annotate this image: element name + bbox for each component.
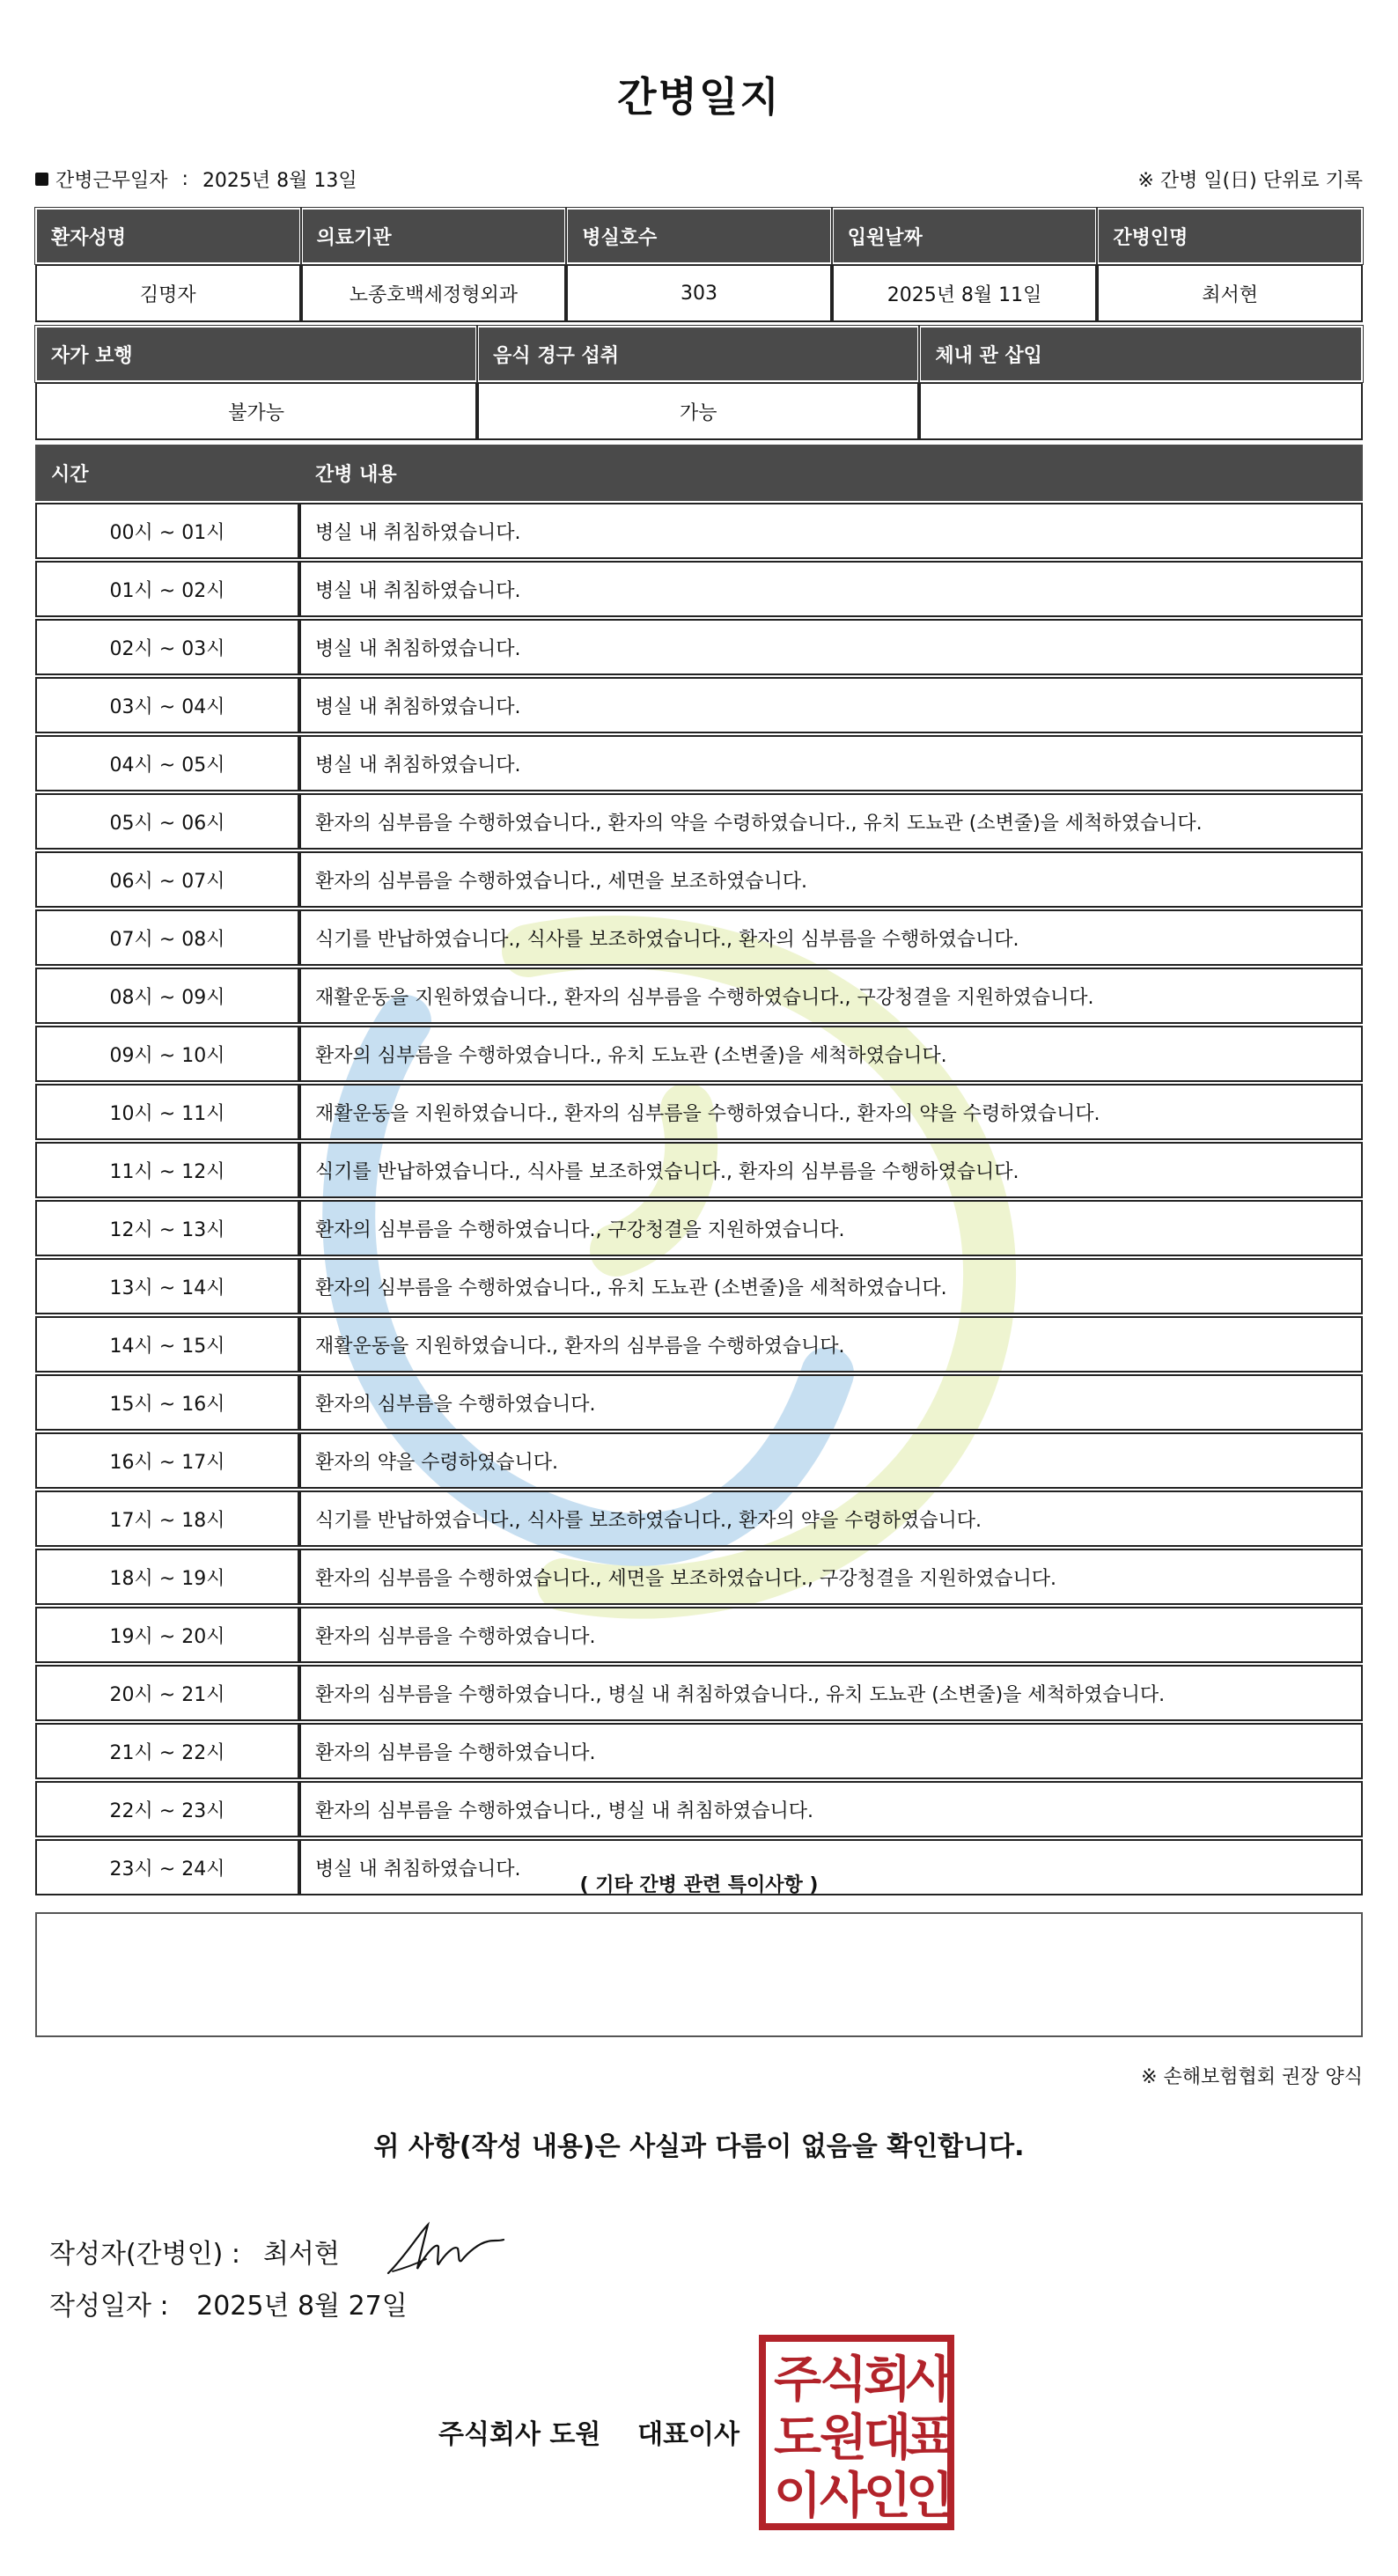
page-title: 간병일지 (617, 73, 781, 121)
status-header: 음식 경구 섭취 (477, 326, 919, 382)
info-header: 간병인명 (1097, 208, 1363, 264)
time-column-header: 시간 (35, 445, 299, 501)
care-log-row (35, 561, 1363, 619)
svg-text:사: 사 (819, 2468, 868, 2525)
content-cell: 환자의 심부름을 수행하였습니다. (299, 1723, 1363, 1779)
admission-date: 2025년 8월 11일 (832, 264, 1098, 322)
time-cell: 22시 ~ 23시 (35, 1781, 299, 1837)
content-column-header: 간병 내용 (299, 445, 1363, 501)
writer-name: 최서현 (262, 2239, 340, 2270)
notes-title: ( 기타 간병 관련 특이사항 ) (579, 1874, 819, 1896)
content-cell: 환자의 심부름을 수행하였습니다., 구강청결을 지원하였습니다. (299, 1200, 1363, 1256)
care-log-row (35, 1432, 1363, 1490)
time-cell: 09시 ~ 10시 (35, 1026, 299, 1082)
svg-text:회: 회 (863, 2352, 912, 2409)
time-cell: 17시 ~ 18시 (35, 1490, 299, 1547)
company-seal-icon (759, 2335, 954, 2530)
time-cell: 16시 ~ 17시 (35, 1432, 299, 1489)
care-log-row (35, 1490, 1363, 1549)
content-cell: 병실 내 취침하였습니다. (299, 619, 1363, 675)
content-cell: 병실 내 취침하였습니다. (299, 735, 1363, 791)
room-number: 303 (566, 264, 832, 322)
info-header: 환자성명 (35, 208, 301, 264)
written-date (49, 2284, 408, 2322)
content-cell: 병실 내 취침하였습니다. (299, 561, 1363, 617)
writer-label: 작성자(간병인) : (49, 2239, 240, 2270)
time-cell: 21시 ~ 22시 (35, 1723, 299, 1779)
care-log-row (35, 1781, 1363, 1839)
time-cell: 23시 ~ 24시 (35, 1839, 299, 1895)
care-log-row (35, 909, 1363, 968)
content-cell: 환자의 심부름을 수행하였습니다., 세면을 보조하였습니다. (299, 851, 1363, 908)
content-cell: 재활운동을 지원하였습니다., 환자의 심부름을 수행하였습니다., 환자의 약을 수령하였습니다. (299, 1084, 1363, 1140)
content-cell: 환자의 심부름을 수행하였습니다., 환자의 약을 수령하였습니다., 유치 도뇨관 (소변줄)을 세척하였습니다. (299, 793, 1363, 850)
svg-text:표: 표 (905, 2410, 954, 2467)
oral-intake-value: 가능 (477, 382, 919, 440)
svg-text:원: 원 (819, 2410, 868, 2467)
svg-text:도: 도 (773, 2410, 822, 2467)
info-header: 입원날짜 (832, 208, 1098, 264)
content-cell: 환자의 심부름을 수행하였습니다. (299, 1607, 1363, 1663)
care-log-table (35, 445, 1363, 1897)
care-log-row (35, 1665, 1363, 1723)
self-walking-value: 불가능 (35, 382, 477, 440)
time-cell: 11시 ~ 12시 (35, 1142, 299, 1198)
svg-text:식: 식 (819, 2352, 868, 2409)
svg-text:인: 인 (905, 2468, 954, 2525)
time-cell: 04시 ~ 05시 (35, 735, 299, 791)
square-bullet-icon (35, 173, 48, 186)
care-log-row (35, 1723, 1363, 1781)
svg-text:사: 사 (905, 2352, 954, 2409)
content-cell: 재활운동을 지원하였습니다., 환자의 심부름을 수행하였습니다., 구강청결을 지원하였습니다. (299, 968, 1363, 1024)
care-log-row (35, 851, 1363, 909)
time-cell: 20시 ~ 21시 (35, 1665, 299, 1721)
time-cell: 19시 ~ 20시 (35, 1607, 299, 1663)
notes-box (35, 1912, 1363, 2037)
info-header: 의료기관 (301, 208, 567, 264)
svg-text:대: 대 (863, 2410, 912, 2467)
work-date (35, 166, 357, 193)
time-cell: 07시 ~ 08시 (35, 909, 299, 966)
care-log-row (35, 1549, 1363, 1607)
time-cell: 02시 ~ 03시 (35, 619, 299, 675)
svg-text:주: 주 (773, 2352, 822, 2409)
patient-info-table (35, 208, 1363, 322)
content-cell: 병실 내 취침하였습니다. (299, 677, 1363, 733)
time-cell: 05시 ~ 06시 (35, 793, 299, 850)
content-cell: 환자의 심부름을 수행하였습니다., 세면을 보조하였습니다., 구강청결을 지원하였습니다. (299, 1549, 1363, 1605)
care-log-row (35, 1084, 1363, 1142)
care-log-row (35, 1374, 1363, 1432)
content-cell: 환자의 심부름을 수행하였습니다., 병실 내 취침하였습니다., 유치 도뇨관 (소변줄)을 세척하였습니다. (299, 1665, 1363, 1721)
content-cell: 식기를 반납하였습니다., 식사를 보조하였습니다., 환자의 약을 수령하였습니다. (299, 1490, 1363, 1547)
care-log-row (35, 968, 1363, 1026)
time-cell: 15시 ~ 16시 (35, 1374, 299, 1431)
time-cell: 08시 ~ 09시 (35, 968, 299, 1024)
signature-icon (384, 2220, 507, 2282)
care-log-row (35, 735, 1363, 793)
content-cell: 식기를 반납하였습니다., 식사를 보조하였습니다., 환자의 심부름을 수행하였습니다. (299, 909, 1363, 966)
time-cell: 12시 ~ 13시 (35, 1200, 299, 1256)
work-date-value: 2025년 8월 13일 (202, 170, 357, 192)
time-cell: 01시 ~ 02시 (35, 561, 299, 617)
content-cell: 병실 내 취침하였습니다. (299, 1839, 1363, 1895)
content-cell: 환자의 심부름을 수행하였습니다., 유치 도뇨관 (소변줄)을 세척하였습니다. (299, 1258, 1363, 1314)
time-cell: 10시 ~ 11시 (35, 1084, 299, 1140)
content-cell: 병실 내 취침하였습니다. (299, 503, 1363, 559)
care-log-row (35, 503, 1363, 561)
care-log-row (35, 793, 1363, 851)
time-cell: 03시 ~ 04시 (35, 677, 299, 733)
time-cell: 14시 ~ 15시 (35, 1316, 299, 1373)
content-cell: 환자의 심부름을 수행하였습니다., 병실 내 취침하였습니다. (299, 1781, 1363, 1837)
care-log-row (35, 1316, 1363, 1374)
care-log-row (35, 619, 1363, 677)
content-cell: 식기를 반납하였습니다., 식사를 보조하였습니다., 환자의 심부름을 수행하였습니다. (299, 1142, 1363, 1198)
content-cell: 환자의 심부름을 수행하였습니다., 유치 도뇨관 (소변줄)을 세척하였습니다. (299, 1026, 1363, 1082)
care-log-row (35, 1142, 1363, 1200)
care-log-row (35, 677, 1363, 735)
tube-insertion-value (919, 382, 1363, 440)
date-label: 작성일자 : (49, 2291, 169, 2322)
hospital-name: 노종호백세정형외과 (301, 264, 567, 322)
time-cell: 13시 ~ 14시 (35, 1258, 299, 1314)
patient-status-table (35, 326, 1363, 440)
content-cell: 환자의 심부름을 수행하였습니다. (299, 1374, 1363, 1431)
care-log-row (35, 1607, 1363, 1665)
date-value: 2025년 8월 27일 (196, 2291, 408, 2322)
care-log-row (35, 1200, 1363, 1258)
recommend-note: ※ 손해보험협회 권장 양식 (1141, 2066, 1363, 2088)
care-log-row (35, 1258, 1363, 1316)
care-log-rows (35, 503, 1363, 1897)
time-cell: 18시 ~ 19시 (35, 1549, 299, 1605)
patient-name: 김명자 (35, 264, 301, 322)
work-date-separator: : (181, 168, 188, 190)
work-date-label: 간병근무일자 (55, 170, 168, 192)
svg-text:이: 이 (773, 2468, 822, 2525)
unit-note: ※ 간병 일(日) 단위로 기록 (1137, 170, 1363, 192)
writer-line (49, 2220, 507, 2282)
care-log-row (35, 1026, 1363, 1084)
info-header: 병실호수 (566, 208, 832, 264)
time-cell: 06시 ~ 07시 (35, 851, 299, 908)
content-cell: 환자의 약을 수령하였습니다. (299, 1432, 1363, 1489)
care-log-header (35, 445, 1363, 503)
svg-text:인: 인 (863, 2468, 912, 2525)
status-header: 자가 보행 (35, 326, 477, 382)
content-cell: 재활운동을 지원하였습니다., 환자의 심부름을 수행하였습니다. (299, 1316, 1363, 1373)
caregiver-name: 최서현 (1097, 264, 1363, 322)
company-signature: 주식회사 도원 대표이사 (438, 2419, 740, 2450)
status-header: 체내 관 삽입 (919, 326, 1363, 382)
confirmation-statement: 위 사항(작성 내용)은 사실과 다름이 없음을 확인합니다. (373, 2131, 1025, 2162)
time-cell: 00시 ~ 01시 (35, 503, 299, 559)
